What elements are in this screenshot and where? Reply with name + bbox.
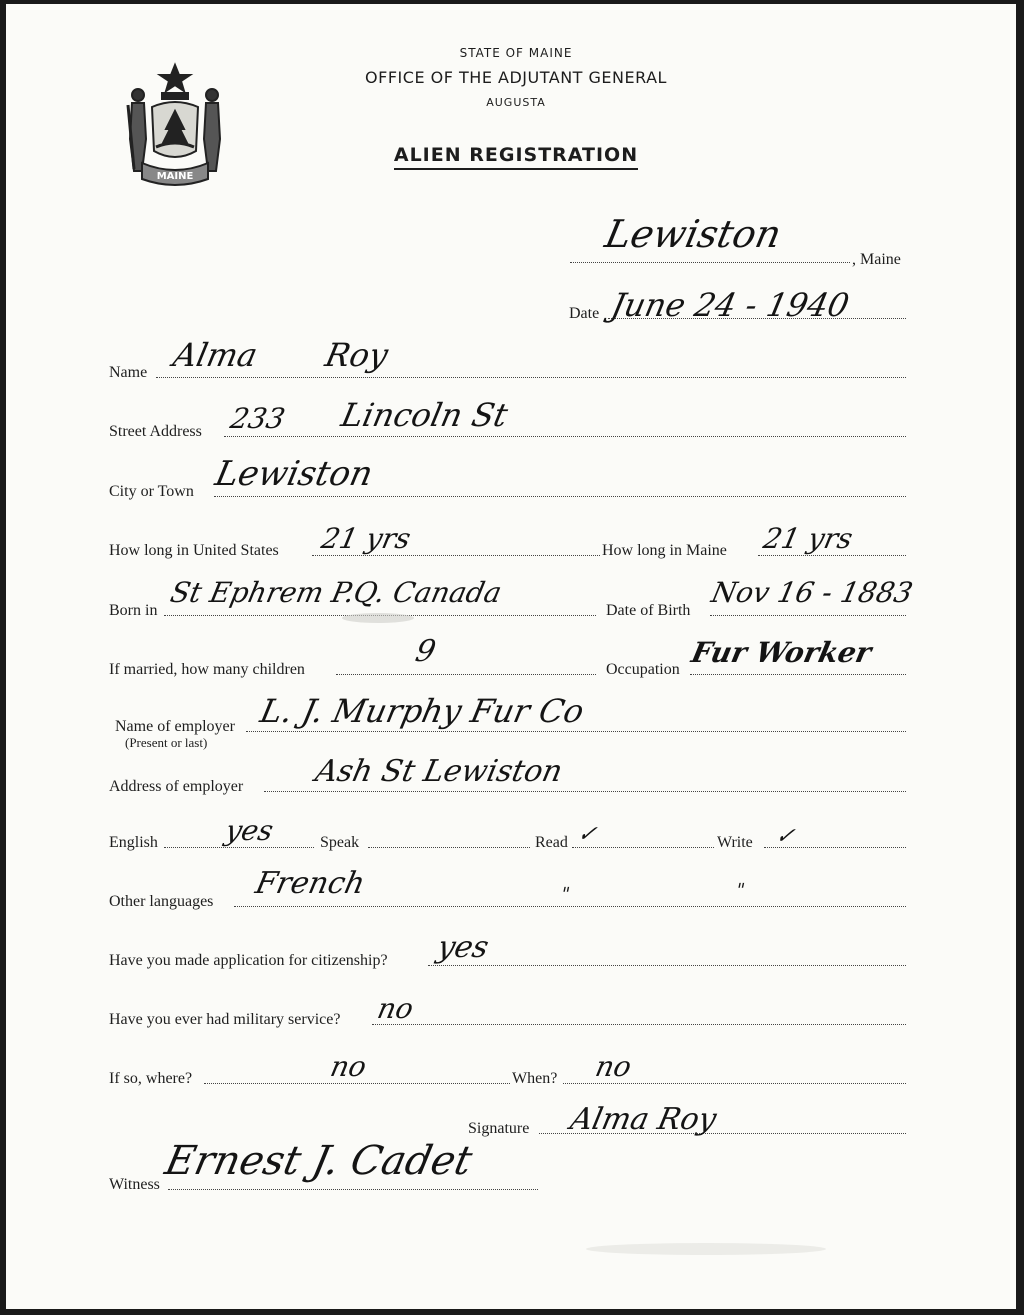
read-value: ✓ [575,822,600,847]
header-city: AUGUSTA [486,96,546,109]
write-value: ✓ [773,824,798,849]
citizenship-value: yes [434,930,492,965]
write-label: Write [717,834,753,851]
name-label: Name [109,364,148,381]
children-value: 9 [412,634,439,669]
first-name-value: Alma [169,336,261,374]
other-languages-value: French [252,866,369,901]
city-value: Lewiston [211,454,377,494]
born-in-label: Born in [109,602,158,619]
children-label: If married, how many children [109,661,305,678]
last-name-value: Roy [321,336,392,374]
town-value: Lewiston [601,212,786,256]
street-name-value: Lincoln St [337,396,512,434]
header-office: OFFICE OF THE ADJUTANT GENERAL [365,68,667,87]
how-long-us-value: 21 yrs [318,522,414,555]
witness-label: Witness [109,1176,160,1193]
date-label: Date [569,305,600,322]
date-value: June 24 - 1940 [607,286,853,324]
employer-address-value: Ash St Lewiston [312,754,566,789]
date-of-birth-label: Date of Birth [606,602,691,619]
other-languages-label: Other languages [109,893,214,910]
citizenship-label: Have you made application for citizenship? [109,952,388,969]
when-label: When? [512,1070,558,1087]
military-value: no [374,992,417,1025]
city-label: City or Town [109,483,194,500]
where-label: If so, where? [109,1070,193,1087]
signature-label: Signature [468,1120,530,1137]
where-value: no [327,1050,370,1083]
read-label: Read [535,834,568,851]
occupation-label: Occupation [606,661,680,678]
employer-label: Name of employer [115,718,235,735]
speak-label: Speak [320,834,360,851]
street-label: Street Address [109,423,202,440]
employer-note: (Present or last) [125,735,208,750]
occupation-value: Fur Worker [688,636,875,669]
english-value: yes [222,814,277,847]
maine-label: , Maine [852,251,901,268]
header-state: STATE OF MAINE [459,46,573,60]
english-label: English [109,834,158,851]
employer-address-label: Address of employer [109,778,244,795]
street-number-value: 233 [227,402,288,435]
other-read-value: " [558,884,572,905]
born-in-value: St Ephrem P.Q. Canada [167,576,505,609]
how-long-us-label: How long in United States [109,542,279,559]
registration-form [6,4,1016,1309]
signature-value: Alma Roy [567,1102,720,1137]
form-title-text: ALIEN REGISTRATION [394,144,638,170]
how-long-maine-label: How long in Maine [602,542,727,559]
paper-stains [6,4,1016,1309]
other-write-value: " [733,880,747,901]
how-long-maine-value: 21 yrs [760,522,856,555]
military-label: Have you ever had military service? [109,1011,341,1028]
witness-value: Ernest J. Cadet [161,1138,477,1184]
seal-text: MAINE [156,171,194,182]
when-value: no [592,1050,635,1083]
employer-value: L. J. Murphy Fur Co [256,692,588,730]
date-of-birth-value: Nov 16 - 1883 [708,576,916,609]
